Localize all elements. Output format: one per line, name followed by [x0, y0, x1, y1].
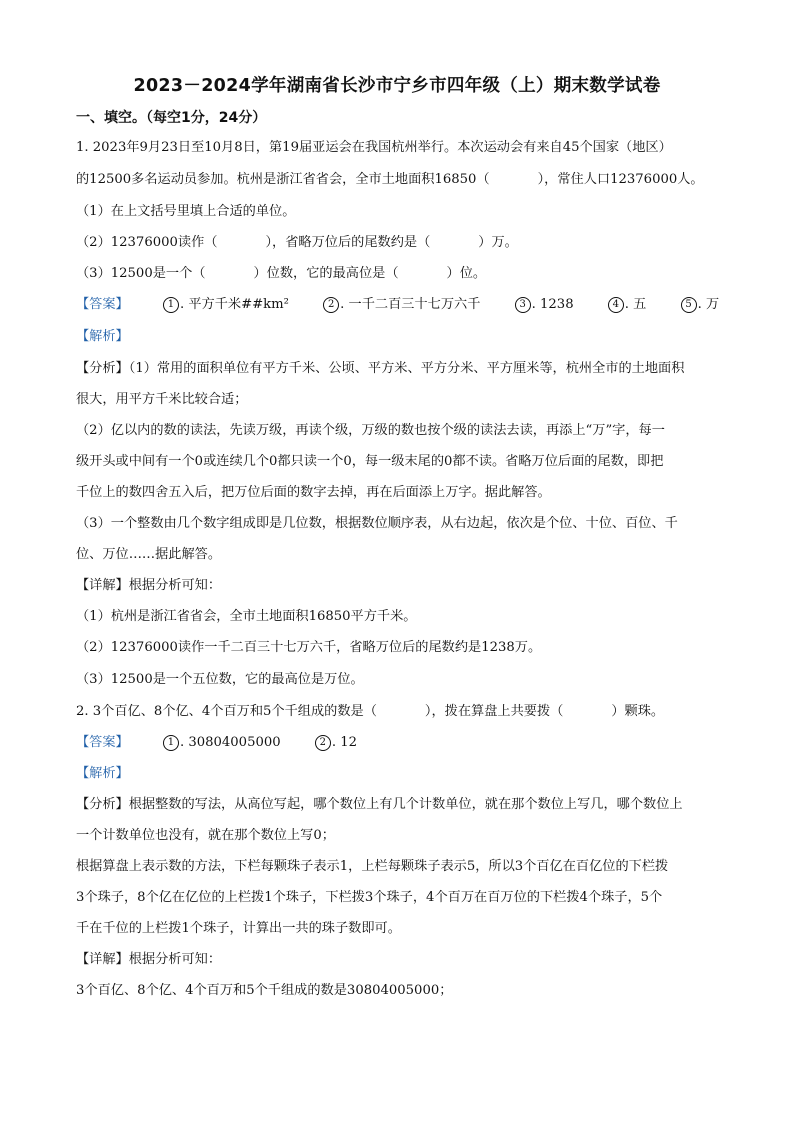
fenxi-text: （1）常用的面积单位有平方千米、公顷、平方米、平方分米、平方厘米等，杭州全市的土地面积	[128, 361, 685, 376]
q1-answer-3	[515, 295, 574, 315]
q2-fenxi-line2: 一个计数单位也没有，就在那个数位上写0；	[76, 828, 335, 843]
answer-text: . 一千二百三十七万六千	[340, 297, 481, 312]
page-title: 2023－2024学年湖南省长沙市宁乡市四年级（上）期末数学试卷	[133, 76, 661, 96]
q2-answer-1	[163, 733, 281, 753]
q1-sub2-part-a: （2）12376000读作（	[76, 235, 218, 250]
xiangjie-tag: 【详解】	[76, 952, 129, 967]
q1-sub3-part-c: ）位。	[446, 266, 487, 281]
q1-sub2-part-c: ）万。	[478, 235, 518, 250]
q1-stem-part-a: 的12500多名运动员参加。杭州是浙江省省会，全市土地面积16850（	[76, 172, 490, 187]
circled-number: 1	[163, 297, 179, 313]
circled-number: 5	[681, 297, 697, 313]
q2-xiangjie-line	[76, 950, 736, 970]
q1-jiexi-tag: 【解析】	[76, 329, 129, 344]
xiangjie-text: 根据分析可知：	[128, 952, 222, 967]
fenxi-text: 根据整数的写法，从高位写起，哪个数位上有几个计数单位，就在那个数位上写几，哪个数位上	[128, 797, 683, 812]
xiangjie-text: 根据分析可知：	[128, 578, 222, 593]
q1-answer-2	[323, 295, 480, 315]
q1-fenxi-line2: 很大，用平方千米比较合适；	[76, 392, 248, 407]
q1-answer-5	[681, 295, 720, 315]
q2-stem-part-c: ）颗珠。	[611, 704, 665, 719]
q1-answer-1	[163, 295, 289, 315]
q1-fenxi-line1	[76, 359, 736, 379]
answer-text: . 万	[697, 297, 720, 312]
answer-tag: 【答案】	[76, 735, 129, 750]
q2-fenxi-line3: 根据算盘上表示数的方法，下栏每颗珠子表示1，上栏每颗珠子表示5，所以3个百亿在百亿位的下栏拨	[76, 859, 669, 874]
q1-stem-line2	[76, 170, 736, 190]
q2-jiexi-tag: 【解析】	[76, 766, 129, 781]
circled-number: 4	[608, 297, 624, 313]
q1-sub3-part-b: ）位数，它的最高位是（	[253, 266, 399, 281]
fenxi-tag: 【分析】	[76, 361, 129, 376]
q1-stem-line1: 1. 2023年9月23日至10月8日，第19届亚运会在我国杭州举行。本次运动会有来自45个国家（地区）	[76, 140, 672, 155]
q1-sub3	[76, 264, 736, 284]
fenxi-tag: 【分析】	[76, 797, 129, 812]
q2-stem-part-a: 2. 3个百亿、8个亿、4个百万和5个千组成的数是（	[76, 704, 377, 719]
q1-fenxi-line4: 级开头或中间有一个0或连续几个0都只读一个0，每一级末尾的0都不读。省略万位后面的尾数，即把	[76, 454, 664, 469]
q1-sub2-part-b: ），省略万位后的尾数约是（	[265, 235, 431, 250]
q1-fenxi-line7: 位、万位……据此解答。	[76, 547, 222, 562]
q1-sub3-part-a: （3）12500是一个（	[76, 266, 206, 281]
q1-answer-line	[76, 295, 736, 315]
q1-sub1: （1）在上文括号里填上合适的单位。	[76, 204, 296, 219]
answer-text: . 1238	[531, 297, 574, 312]
q2-stem-part-b: ），拨在算盘上共要拨（	[424, 704, 564, 719]
q1-detail-2: （2）12376000读作一千二百三十七万六千，省略万位后的尾数约是1238万。	[76, 640, 542, 655]
q2-detail-1: 3个百亿、8个亿、4个百万和5个千组成的数是30804005000；	[76, 983, 453, 998]
answer-text: . 五	[624, 297, 647, 312]
q2-fenxi-line1	[76, 795, 736, 815]
q1-stem-part-b: ），常住人口12376000人。	[537, 172, 704, 187]
q2-fenxi-line4: 3个珠子，8个亿在亿位的上栏拨1个珠子，下栏拨3个珠子，4个百万在百万位的下栏拨4个珠子，5个	[76, 890, 663, 905]
q1-detail-3: （3）12500是一个五位数，它的最高位是万位。	[76, 672, 364, 687]
q1-fenxi-line6: （3）一个整数由几个数字组成即是几位数，根据数位顺序表，从右边起，依次是个位、十位、百位、千	[76, 516, 678, 531]
answer-tag: 【答案】	[76, 297, 129, 312]
q1-sub2	[76, 233, 736, 253]
section-heading-fill-blank: 一、填空。（每空1分，24分）	[76, 110, 267, 126]
xiangjie-tag: 【详解】	[76, 578, 129, 593]
q1-xiangjie-line	[76, 576, 736, 596]
circled-number: 2	[323, 297, 339, 313]
answer-text: . 12	[331, 735, 358, 750]
q1-fenxi-line3: （2）亿以内的数的读法，先读万级，再读个级，万级的数也按个级的读法去读，再添上“万”字，每一	[76, 423, 665, 438]
q1-fenxi-line5: 千位上的数四舍五入后，把万位后面的数字去掉，再在后面添上万字。据此解答。	[76, 485, 551, 500]
q2-answer-line	[76, 733, 736, 753]
answer-text: . 平方千米##km²	[179, 297, 289, 312]
q1-detail-1: （1）杭州是浙江省省会，全市土地面积16850平方千米。	[76, 609, 417, 624]
q2-fenxi-line5: 千在千位的上栏拨1个珠子，计算出一共的珠子数即可。	[76, 921, 401, 936]
q1-answer-4	[608, 295, 647, 315]
circled-number: 3	[515, 297, 531, 313]
circled-number: 1	[163, 735, 179, 751]
circled-number: 2	[315, 735, 331, 751]
q2-stem	[76, 702, 736, 722]
answer-text: . 30804005000	[179, 735, 281, 750]
q2-answer-2	[315, 733, 357, 753]
